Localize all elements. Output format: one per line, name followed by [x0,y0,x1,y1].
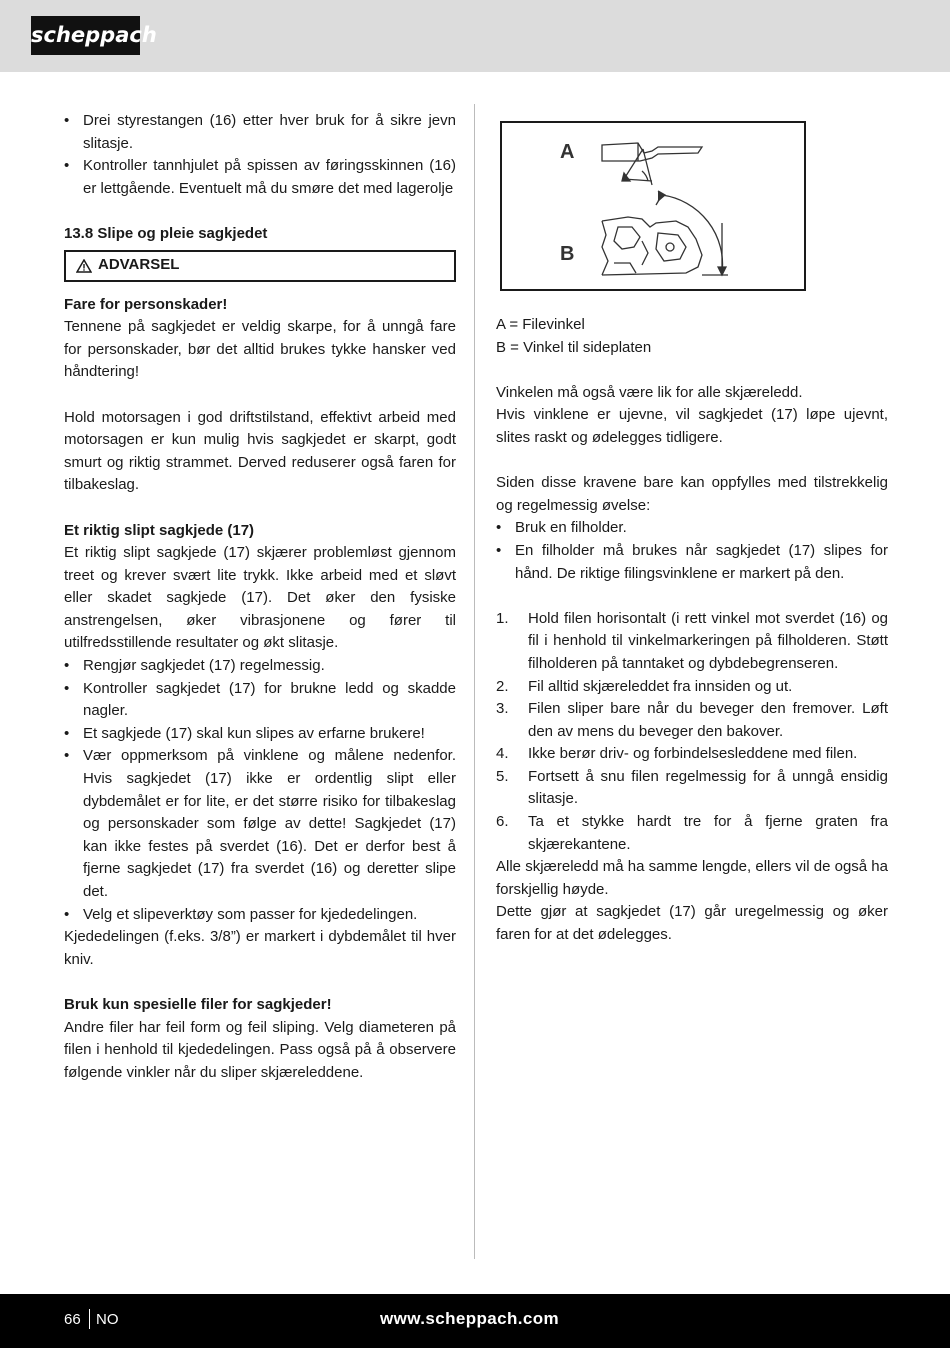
angle-text: Vinkelen må også være lik for alle skjæreledd. [496,383,803,401]
sharpening-steps-list [496,608,888,857]
header-bar [0,0,950,72]
column-divider [474,104,475,1259]
left-column [64,110,456,1084]
files-title: Bruk kun spesielle filer for sagkjeder! [64,995,332,1013]
figure-legend-b: B = Vinkel til sideplaten [496,338,652,356]
list-item: • En filholder må brukes når sagkjedet (17) slipes for hånd. De riktige filingsvinklene er markert på den. [496,540,888,585]
requirement-text: Siden disse kravene bare kan oppfylles med tilstrekkelig og regelmessig øvelse: [496,474,888,514]
step-item: 5. Fortsett å snu filen regelmessig for å unngå ensidig slitasje. [496,767,888,808]
warning-triangle-icon [76,259,92,273]
website-link[interactable]: www.scheppach.com [380,1309,560,1328]
page-number: 66 [64,1311,81,1328]
warning-box [64,250,456,282]
sharp-chain-bullet-list [64,655,456,926]
list-item: • Kontroller sagkjedet (17) for brukne ledd og skadde nagler. [64,678,456,723]
step-item: 6. Ta et stykke hardt tre for å fjerne graten fra skjærekantene. [496,813,888,853]
step-item: 2. Fil alltid skjæreleddet fra innsiden og ut. [496,677,793,695]
intro-bullet-list [64,110,456,200]
figure-label-b: B [560,243,575,265]
hazard-text: Tennene på sagkjedet er veldig skarpe, for å unngå fare for personskader, bør det alltid brukes tykke hansker ved håndtering! [64,318,456,381]
list-item: • Kontroller tannhjulet på spissen av føringsskinnen (16) er lettgående. Eventuelt må du smøre det med lagerolje [64,155,456,200]
maintenance-text: Hold motorsagen i god driftstilstand, effektivt arbeid med motorsagen er kun mulig hvis sagkjedet er skarpt, godt smurt og riktig strammet. Derved reduserer også faren for tilbakeslag. [64,408,456,494]
figure-label-a: A [560,141,575,163]
sharp-chain-text: Et riktig slipt sagkjede (17) skjærer problemløst gjennom treet og krever svært lite trykk. Ikke arbeid med et sløvt eller skadet sagkjede (17). Det øker den fysiske anstrengelsen, øker vibrasjonene og fører til utilfredsstillende resultater og økt slitasje. [64,544,456,652]
file-holder-bullet-list [496,517,888,585]
list-item: • Velg et slipeverktøy som passer for kjededelingen. [64,904,456,927]
hazard-title: Fare for personskader! [64,295,228,313]
list-item: • Drei styrestangen (16) etter hver bruk for å sikre jevn slitasje. [64,110,456,155]
file-angle-figure [500,121,806,291]
footer-bar [0,1294,950,1348]
footer-separator [89,1309,90,1329]
list-item: • Bruk en filholder. [496,517,888,540]
angle-consequence-text: Hvis vinklene er ujevne, vil sagkjedet (17) løpe ujevnt, slites raskt og ødelegges tidligere. [496,406,888,446]
uneven-text: Dette gjør at sagkjedet (17) går uregelmessig og øker faren for at det ødelegges. [496,903,888,944]
brand-logo: scheppach [31,16,140,55]
pitch-text: Kjededelingen (f.eks. 3/8”) er markert i dybdemålet til hver kniv. [64,928,456,968]
warning-label: ADVARSEL [98,256,180,274]
figure-legend-a: A = Filevinkel [496,316,585,333]
list-item: • Rengjør sagkjedet (17) regelmessig. [64,655,456,678]
length-text: Alle skjæreledd må ha samme lengde, ellers vil de også ha forskjellig høyde. [496,858,888,898]
language-code: NO [96,1311,119,1328]
files-text: Andre filer har feil form og feil sliping. Velg diameteren på filen i henhold til kjededelingen. Pass også på å observere følgende vinkler når du sliper skjæreleddene. [64,1018,456,1081]
section-title: 13.8 Slipe og pleie sagkjedet [64,224,268,242]
step-item: 1. Hold filen horisontalt (i rett vinkel mot sverdet (16) og fil i henhold til vinkelmarkeringen på filholderen. Støtt filholderen på tanntaket og dybdebegrenseren. [496,609,888,672]
list-item: • Vær oppmerksom på vinklene og målene nedenfor. Hvis sagkjedet (17) ikke er ordentlig slipt eller dybdemålet er for lite, er det større risiko for tilbakeslag og personskader som følge av dette! Sagkjedet (17) kan ikke festes på sverdet (16). Det er derfor best å fjerne sagkjedet (17) fra sverdet (16) og deretter slipe det. [64,745,456,903]
step-item: 4. Ikke berør driv- og forbindelsesleddene med filen. [496,745,858,763]
list-item: • Et sagkjede (17) skal kun slipes av erfarne brukere! [64,723,456,746]
right-column [496,314,888,947]
sharp-chain-title: Et riktig slipt sagkjede (17) [64,521,255,539]
step-item: 3. Filen sliper bare når du beveger den fremover. Løft den av mens du beveger den bakover. [496,700,888,740]
chain-tooth-drawing [502,123,804,289]
